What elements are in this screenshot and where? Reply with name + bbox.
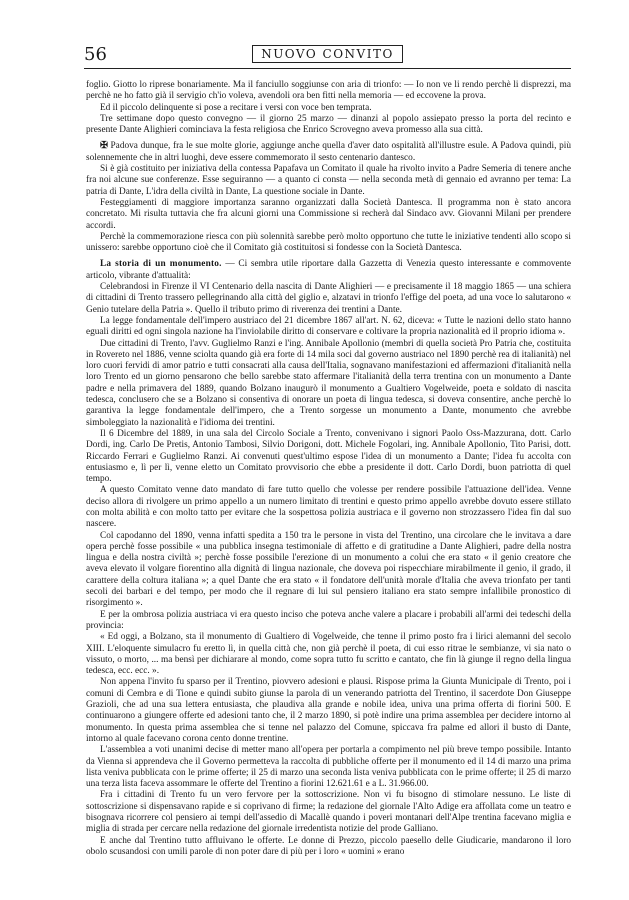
article-body xyxy=(86,80,571,858)
paragraph-6: Festeggiamenti di maggiore importanza saranno organizzati dalla Società Dantesca. Il programma non è stato ancora concretato. Mi risulta tuttavia che fra alcuni giorni una Commissione si recherà dal Sindaco avv. Giovanni Milani per prendere accordi. xyxy=(86,197,571,231)
paragraph-12: Il 6 Dicembre del 1889, in una sala del Circolo Sociale a Trento, convenivano i signori Paolo Oss-Mazzurana, dott. Carlo Dordi, ing. Carlo De Pretis, Antonio Tambosi, Silvio Dorigoni, dott. Michele Fogolari, ing. Annibale Apollonio, Tito Parisi, dott. Riccardo Ferrari e Guglielmo Ranzi. Ai convenuti quest'ultimo espose l'idea di un monumento a Dante; l'idea fu accolta con entusiasmo e, lì per lì, venne eletto un Comitato provvisorio che ebbe a presidente il dott. Carlo Dordi, buon patriotta di quel tempo. xyxy=(86,428,571,485)
paragraph-14: Col capodanno del 1890, venna infatti spedita a 150 tra le persone in vista del Trentino, una circolare che le invitava a dare opera perchè fosse possibile « una pubblica insegna testimoniale di affetto e di gratitudine a Dante Alighieri, padre della nostra lingua e della nostra civiltà »; perchè fosse possibile l'erezione di un monumento a colui che era stato « il genio creatore che aveva elevato il volgare fiorentino alla dignità di lingua nazionale, che doveva poi rispecchiare mirabilmente il genio, il grado, il carattere della coltura italiana »; a quel Dante che era stato « il fondatore dell'unità morale d'Italia che aveva trionfato per tanti secoli dei barbari e del tempo, per modo che il regnare di lui sul pensiero italiano era stato sempre infallibile pronostico di risorgimento ». xyxy=(86,530,571,609)
page-number: 56 xyxy=(84,44,107,65)
paragraph-1: foglio. Giotto lo riprese bonariamente. Ma il fanciullo soggiunse con aria di trionfo: — Io non ve li rendo perchè li disprezzi, ma perchè ne ho fatto già il servigio ch'io voleva, avendoli ora ben fitti nella memoria — ed eccovene la prova. xyxy=(86,80,571,102)
running-header xyxy=(84,44,571,69)
paragraph-17: Non appena l'invito fu sparso per il Trentino, piovvero adesioni e plausi. Rispose prima la Giunta Municipale di Trento, poi i comuni di Cembra e di Tione e quindi subito giunse la parola di un venerando patriotta del Trentino, il sacerdote Don Giuseppe Grazioli, che ad una sua lettera entusiasta, che plaudiva alla grande e nobile idea, univa una prima offerta di fiorini 500. E continuarono a giungere offerte ed adesioni tanto che, il 2 marzo 1890, si potè indire una prima assemblea per decidere intorno al monumento. In questa prima assemblea che si tenne nel palazzo del Comune, spiccava fra palme ed allori il busto di Dante, intorno al quale facevano corona cento donne trentine. xyxy=(86,677,571,744)
paragraph-8 xyxy=(86,259,571,282)
paragraph-16: « Ed oggi, a Bolzano, sta il monumento di Gualtiero di Vogelweide, che tenne il primo posto fra i lirici alemanni del secolo XIII. L'eloquente simulacro fu eretto lì, in quella città che, non già perchè il poeta, di cui esso ritrae le sembianze, vi sia nato o vissuto, o morto, ... ma bensì per dichiarare al mondo, come sopra tutto fu scritto e cantato, che fin là giunge il regno della lingua tedesca, ecc. ecc. ». xyxy=(86,632,571,677)
paragraph-10: La legge fondamentale dell'impero austriaco del 21 dicembre 1867 all'art. N. 62, diceva: « Tutte le nazioni dello stato hanno eguali diritti ed ogni singola nazione ha l'inviolabile diritto di conservare e coltivare la propria nazionalità ed il proprio idioma ». xyxy=(86,315,571,338)
paragraph-7: Perchè la commemorazione riesca con più solennità sarebbe però molto opportuno che tutte le iniziative tendenti allo scopo si unissero: sarebbe opportuno cioè che il Comitato già costituitosi si fondesse con la Società Dantesca. xyxy=(86,231,571,254)
paragraph-2: Ed il piccolo delinquente si pose a recitare i versi con voce ben temprata. xyxy=(100,102,372,113)
paragraph-9: Celebrandosi in Firenze il VI Centenario della nascita di Dante Alighieri — e precisamente il 18 maggio 1865 — una schiera di cittadini di Trento trassero pellegrinando alla città del giglio e, alzatavi in trionfo l'effige del poeta, ad una voce lo salutarono « Genio tutelare della Patria ». Quello il tributo primo di riverenza dei trentini a Dante. xyxy=(86,282,571,315)
paragraph-3: Tre settimane dopo questo convegno — il giorno 25 marzo — dinanzi al popolo assiepato presso la porta del recinto e presente Dante Alighieri cominciava la festa religiosa che Enrico Scrovegno aveva promesso alla sua città. xyxy=(86,113,571,136)
journal-title: NUOVO CONVITO xyxy=(252,45,403,63)
paragraph-19: Fra i cittadini di Trento fu un vero fervore per la sottoscrizione. Non vi fu bisogno di stimolare nessuno. Le liste di sottoscrizione si dispensavano rapide e si coprivano di firme; la redazione del giornale l'Alto Adige era affollata come un teatro e bisognava ricorrere col pensiero ai tempi dell'assedio di Macallè quando i poveri montanari dell'Alpe trentina facevano miglia e miglia di strada per cercare nella redazione del giornale irredentista notizie del prode Galliano. xyxy=(86,790,571,835)
paragraph-20: E anche dal Trentino tutto affluivano le offerte. Le donne di Prezzo, piccolo paesello delle Giudicarie, mandarono il loro obolo scusandosi con umili parole di non poter dare di più per i loro « uomini » erano xyxy=(86,835,571,857)
paragraph-4-text: Padova dunque, fra le sue molte glorie, aggiunge anche quella d'aver dato ospitalità all'illustre esule. A Padova quindi, più solennemente che in altri luoghi, deve essere commemorato il sesto centenario dantesco. xyxy=(86,141,571,163)
paragraph-18: L'assemblea a voti unanimi decise di metter mano all'opera per portarla a compimento nel più breve tempo possibile. Intanto da Vienna si apprendeva che il Governo permetteva la raccolta di pubbliche offerte per il monumento ed il 14 di marzo una prima lista veniva pubblicata con le prime offerte; il 25 di marzo una seconda lista veniva pubblicata con le prime offerte; il 25 di marzo una terza lista faceva assommare le offerte del Trentino a fiorini 12.621.61 e a L. 31.966.00. xyxy=(86,745,571,790)
paragraph-13: A questo Comitato venne dato mandato di fare tutto quello che volesse per rendere possibile l'attuazione dell'idea. Venne deciso allora di rivolgere un primo appello a un numero limitato di trentini e questo primo appello avrebbe dovuto essere stillato con molta abilità e con molto tatto per evitare che la sospettosa polizia austriaca e il governo non strozzassero l'idea fin dal suo nascere. xyxy=(86,485,571,530)
paragraph-15: E per la ombrosa polizia austriaca vi era questo inciso che poteva anche valere a placare i probabili all'armi dei tedeschi della provincia: xyxy=(86,609,571,631)
paragraph-4 xyxy=(86,141,571,164)
cross-mark-icon: ✠ xyxy=(100,141,108,152)
journal-title-box xyxy=(84,47,571,61)
paragraph-8-text: — Ci sembra utile riportare dalla Gazzetta di Venezia questo interessante e commovente articolo, vibrante d'attualità: xyxy=(86,259,571,281)
paragraph-5: Si è già costituito per iniziativa della contessa Papafava un Comitato il quale ha rivolto invito a Padre Semeria di tenere anche fra noi alcune sue conferenze. Esse seguiranno — a quanto ci consta — nella seconda metà di gennaio ed avranno per tema: La patria di Dante, L'idra della civiltà in Dante, La questione sociale in Dante. xyxy=(86,164,571,197)
paragraph-11: Due cittadini di Trento, l'avv. Guglielmo Ranzi e l'ing. Annibale Apollonio (membri di quella società Pro Patria che, costituita in Rovereto nel 1886, venne sciolta quando già era forte di 14 mila soci dal governo austriaco nel 1890 perchè rea di italianità) nel loro cuori fervidi di amor patrio e tutti consacrati alla causa dell'Italia, sognavano manifestazioni ed affermazioni d'italianità nella loro Trento ed un giorno pensarono che bello sarebbe stato affermare l'italianità della terra trentina con un monumento a Dante padre e nella primavera del 1889, quando Bolzano inaugurò il monumento a Gualtiero Vogelweide, poeta e soldato di nascita tedesca, conclusero che se a Bolzano si consentiva di onorare un poeta di lingua tedesca, si doveva consentire, anche perchè lo garantiva la legge fondamentale dell'impero, che a Trento sorgesse un monumento a Dante, monumento che avrebbe simboleggiato la nazionalità e l'idioma dei trentini. xyxy=(86,338,571,428)
section-heading: La storia di un monumento. xyxy=(100,259,222,270)
